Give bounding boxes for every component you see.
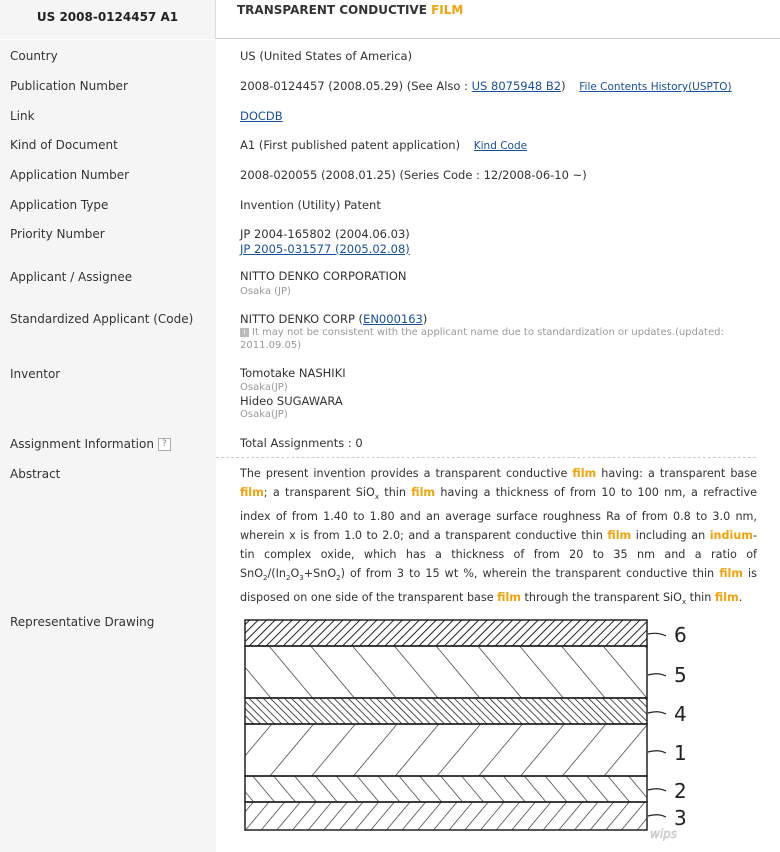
layer-5 bbox=[245, 646, 647, 698]
keyword-highlight: film bbox=[607, 529, 632, 543]
country-value: US (United States of America) bbox=[240, 49, 413, 63]
layer-label-3: 3 bbox=[674, 806, 687, 830]
abstract-part: . bbox=[738, 591, 743, 605]
abstract-part: through the transparent SiO bbox=[520, 591, 682, 605]
subscript: 2 bbox=[286, 574, 291, 583]
publication-number-row bbox=[240, 79, 732, 93]
publication-number-label: Publication Number bbox=[10, 79, 128, 93]
applicant-label: Applicant / Assignee bbox=[10, 270, 133, 284]
layer-1 bbox=[245, 724, 647, 776]
link-label: Link bbox=[10, 109, 35, 123]
abstract-part: having: a transparent base bbox=[596, 467, 757, 480]
kind-row bbox=[240, 138, 527, 152]
representative-drawing[interactable] bbox=[240, 612, 700, 844]
abstract-label: Abstract bbox=[10, 467, 61, 481]
country-label: Country bbox=[10, 49, 58, 63]
document-header bbox=[0, 0, 780, 39]
publication-number-close: ) bbox=[561, 79, 566, 93]
subscript: 2 bbox=[263, 574, 268, 583]
layer-label-1: 1 bbox=[674, 741, 687, 765]
keyword-highlight: indium bbox=[709, 529, 753, 543]
abstract-part: -tin complex oxide, which has a thickness of from 20 to 35 nm and a ratio of SnO bbox=[240, 529, 757, 581]
title-text: TRANSPARENT CONDUCTIVE bbox=[237, 3, 427, 17]
assignment-label bbox=[10, 437, 171, 451]
subscript: 3 bbox=[299, 574, 304, 583]
file-history-link[interactable]: File Contents History(USPTO) bbox=[579, 81, 732, 93]
inventor-2-location: Osaka(JP) bbox=[240, 409, 288, 420]
title-highlight: FILM bbox=[431, 3, 464, 17]
abstract-part: including an bbox=[631, 529, 710, 543]
publication-number-header: US 2008-0124457 A1 bbox=[0, 0, 216, 39]
inventor-2-name: Hideo SUGAWARA bbox=[240, 394, 343, 408]
subscript: x bbox=[681, 598, 687, 607]
link-row bbox=[240, 109, 283, 123]
help-icon[interactable]: ? bbox=[158, 438, 171, 451]
applicant-name: NITTO DENKO CORPORATION bbox=[240, 269, 407, 283]
layer-label-5: 5 bbox=[674, 663, 687, 687]
assignment-label-text: Assignment Information bbox=[10, 437, 154, 451]
keyword-highlight: film bbox=[714, 591, 739, 605]
standardization-note-text: It may not be consistent with the applicant name due to standardization or updates.(updated: bbox=[252, 327, 724, 338]
layer-2 bbox=[245, 776, 647, 802]
abstract-part: ; a transparent SiO bbox=[263, 486, 375, 499]
priority-2-link[interactable]: JP 2005-031577 (2005.02.08) bbox=[240, 242, 410, 256]
standardized-applicant-row: NITTO DENKO CORP (EN000163) bbox=[240, 312, 428, 326]
drawing-label: Representative Drawing bbox=[10, 615, 155, 629]
document-title bbox=[237, 3, 463, 17]
docdb-link[interactable]: DOCDB bbox=[240, 109, 283, 123]
keyword-highlight: film bbox=[572, 467, 597, 480]
application-type-value: Invention (Utility) Patent bbox=[240, 198, 381, 212]
standardization-note bbox=[240, 327, 724, 338]
layer-6 bbox=[245, 620, 647, 646]
abstract-text bbox=[240, 464, 757, 613]
standardized-applicant-name: NITTO DENKO CORP bbox=[240, 312, 355, 326]
layer-label-2: 2 bbox=[674, 779, 687, 803]
subscript: x bbox=[374, 493, 379, 502]
section-divider bbox=[216, 457, 756, 458]
layer-diagram-image bbox=[240, 612, 700, 844]
abstract-part: ) of from 3 to 15 wt %, wherein the transparent conductive thin bbox=[340, 567, 720, 581]
keyword-highlight: film bbox=[411, 486, 436, 499]
kind-value: A1 (First published patent application) bbox=[240, 138, 461, 152]
info-icon: i bbox=[240, 328, 249, 337]
abstract-part: O bbox=[290, 567, 300, 581]
application-type-label: Application Type bbox=[10, 198, 109, 212]
applicant-location: Osaka (JP) bbox=[240, 286, 291, 297]
standardization-note-date: 2011.09.05) bbox=[240, 340, 302, 351]
kind-label: Kind of Document bbox=[10, 138, 118, 152]
kind-code-link[interactable]: Kind Code bbox=[473, 140, 528, 152]
abstract-part: is disposed on one side of the transparent base bbox=[240, 567, 757, 605]
abstract-part: The present invention provides a transparent conductive bbox=[240, 467, 573, 480]
inventor-1-location: Osaka(JP) bbox=[240, 382, 288, 393]
subscript: 2 bbox=[336, 574, 341, 583]
keyword-highlight: film bbox=[497, 591, 521, 605]
application-number-value: 2008-020055 (2008.01.25) (Series Code : 12/2008-06-10 ~) bbox=[240, 168, 587, 182]
layer-label-4: 4 bbox=[674, 702, 687, 726]
layer-label-6: 6 bbox=[674, 623, 687, 647]
layer-3 bbox=[245, 802, 647, 830]
applicant-code-link[interactable]: EN000163 bbox=[363, 312, 423, 326]
inventor-label: Inventor bbox=[10, 367, 61, 381]
abstract-part: thin bbox=[686, 591, 715, 605]
standardized-applicant-label: Standardized Applicant (Code) bbox=[10, 312, 194, 326]
priority-1: JP 2004-165802 (2004.06.03) bbox=[240, 227, 410, 241]
application-number-label: Application Number bbox=[10, 168, 130, 182]
publication-number-value: 2008-0124457 (2008.05.29) (See Also : bbox=[240, 79, 468, 93]
priority-label: Priority Number bbox=[10, 227, 105, 241]
keyword-highlight: film bbox=[240, 486, 264, 499]
abstract-part: thin bbox=[378, 486, 412, 499]
inventor-1-name: Tomotake NASHIKI bbox=[240, 366, 346, 380]
assignment-value: Total Assignments : 0 bbox=[240, 436, 363, 450]
see-also-link[interactable]: US 8075948 B2 bbox=[471, 79, 562, 93]
layer-4 bbox=[245, 698, 647, 724]
abstract-part: /(In bbox=[267, 567, 286, 581]
abstract-part: having a thickness of from 10 to 100 nm, a refractive index of from 1.40 to 1.80 and an average surface roughness Ra of from 0.8 to 3.0 nm, wherein x is from 1.0 to 2.0; and a transparent conductive thin bbox=[240, 486, 757, 543]
abstract-part: +SnO bbox=[303, 567, 337, 581]
keyword-highlight: film bbox=[719, 567, 743, 581]
wips-watermark: wips bbox=[650, 827, 678, 841]
